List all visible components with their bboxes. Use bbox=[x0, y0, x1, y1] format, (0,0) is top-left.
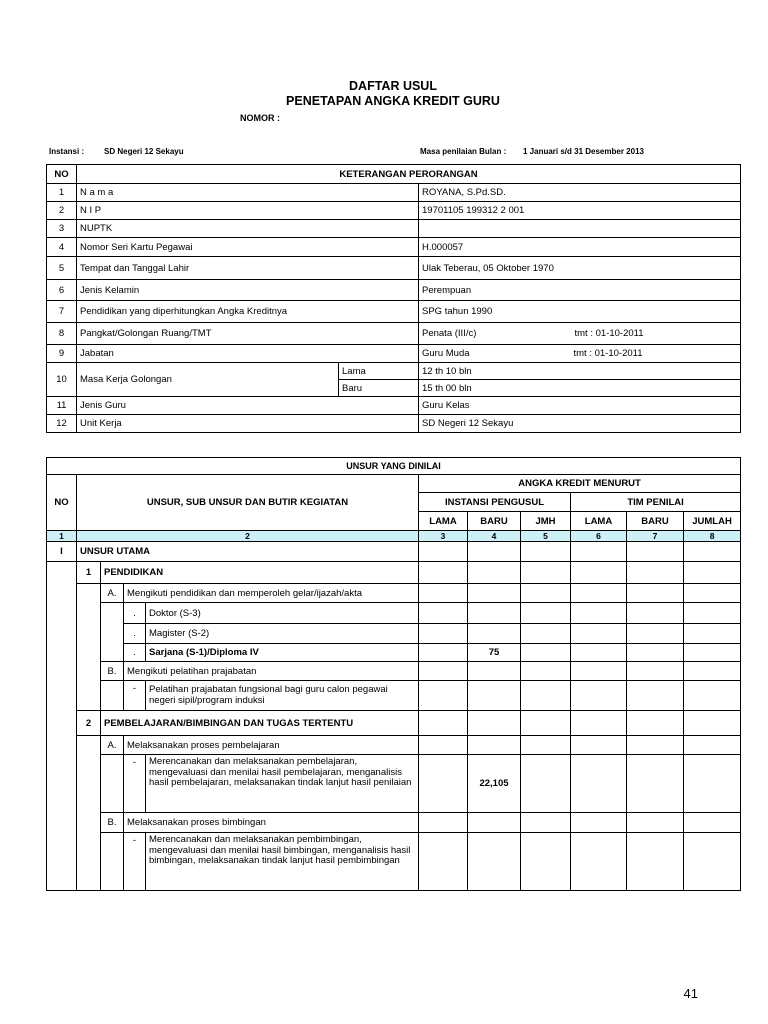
row-value bbox=[419, 323, 741, 345]
row-label: Jenis Kelamin bbox=[77, 280, 419, 301]
instansi-value: SD Negeri 12 Sekayu bbox=[104, 147, 184, 156]
merencanakan-bimbingan-label: Merencanakan dan melaksanakan pembimbingan, mengevaluasi dan menilai hasil bimbingan, menganalisis hasil bimbingan, melaksanakan tindak lanjut hasil pembimbingan bbox=[146, 833, 419, 891]
row-value: Guru Kelas bbox=[419, 397, 741, 415]
personal-col-title: KETERANGAN PERORANGAN bbox=[77, 165, 741, 184]
table-row bbox=[47, 220, 741, 238]
table-row bbox=[47, 624, 741, 644]
table-row bbox=[47, 202, 741, 220]
table-row bbox=[47, 542, 741, 562]
masa-value: 1 Januari s/d 31 Desember 2013 bbox=[523, 147, 644, 156]
row-no: 12 bbox=[47, 415, 77, 433]
instansi-label: Instansi : bbox=[49, 147, 85, 156]
table-row bbox=[47, 184, 741, 202]
table-row bbox=[47, 644, 741, 662]
bullet: . bbox=[124, 644, 146, 662]
row-no: 9 bbox=[47, 345, 77, 363]
sub-col-baru: BARU bbox=[627, 512, 684, 531]
table-row bbox=[47, 681, 741, 711]
row-value: H.000057 bbox=[419, 238, 741, 257]
bullet: - bbox=[124, 833, 146, 891]
row-label: Pendidikan yang diperhitungkan Angka Kreditnya bbox=[77, 301, 419, 323]
b2-letter: B. bbox=[101, 813, 124, 833]
col-num: 1 bbox=[47, 531, 77, 542]
baru-label: Baru bbox=[339, 380, 419, 397]
table-row bbox=[47, 363, 741, 380]
row-label: Nomor Seri Kartu Pegawai bbox=[77, 238, 419, 257]
page-number: 41 bbox=[683, 986, 698, 1001]
table-row bbox=[47, 833, 741, 891]
sub-col-lama: LAMA bbox=[419, 512, 468, 531]
row-value: Ulak Teberau, 05 Oktober 1970 bbox=[419, 257, 741, 280]
sarjana-baru-value: 75 bbox=[468, 644, 521, 662]
table-row bbox=[47, 301, 741, 323]
row-label: Jenis Guru bbox=[77, 397, 419, 415]
assessment-table bbox=[46, 457, 741, 891]
sub-col-lama: LAMA bbox=[571, 512, 627, 531]
table-row bbox=[47, 280, 741, 301]
table-row bbox=[47, 584, 741, 603]
tim-penilai-header: TIM PENILAI bbox=[571, 493, 741, 512]
assessment-col-no: NO bbox=[47, 475, 77, 531]
col-num: 3 bbox=[419, 531, 468, 542]
row-no: 11 bbox=[47, 397, 77, 415]
row-value: SPG tahun 1990 bbox=[419, 301, 741, 323]
row-no: 4 bbox=[47, 238, 77, 257]
row-no: 8 bbox=[47, 323, 77, 345]
table-row bbox=[47, 415, 741, 433]
bullet: . bbox=[124, 624, 146, 644]
row-label: Tempat dan Tanggal Lahir bbox=[77, 257, 419, 280]
col-num: 4 bbox=[468, 531, 521, 542]
b1-label: Mengikuti pelatihan prajabatan bbox=[124, 662, 419, 681]
pelatihan-label: Pelatihan prajabatan fungsional bagi guru calon pegawai negeri sipil/program induksi bbox=[146, 681, 419, 711]
masa-label: Masa penilaian Bulan : bbox=[420, 147, 507, 156]
b2-label: Melaksanakan proses bimbingan bbox=[124, 813, 419, 833]
doc-title: DAFTAR USUL bbox=[349, 79, 437, 93]
table-row bbox=[47, 662, 741, 681]
pangkat-value: Penata (III/c) bbox=[422, 328, 477, 339]
table-row bbox=[47, 562, 741, 584]
sarjana-label: Sarjana (S-1)/Diploma IV bbox=[146, 644, 419, 662]
pangkat-tmt: tmt : 01-10-2011 bbox=[574, 328, 644, 339]
row-no: 2 bbox=[47, 202, 77, 220]
bullet: - bbox=[124, 755, 146, 813]
row-value: 19701105 199312 2 001 bbox=[419, 202, 741, 220]
table-row bbox=[47, 711, 741, 736]
a2-label: Melaksanakan proses pembelajaran bbox=[124, 736, 419, 755]
baru-value: 15 th 00 bln bbox=[419, 380, 741, 397]
col-num: 6 bbox=[571, 531, 627, 542]
doktor-label: Doktor (S-3) bbox=[146, 603, 419, 624]
col-num: 8 bbox=[684, 531, 741, 542]
a2-letter: A. bbox=[101, 736, 124, 755]
col-num: 7 bbox=[627, 531, 684, 542]
unsur-label: UNSUR UTAMA bbox=[77, 542, 419, 562]
col-num: 5 bbox=[521, 531, 571, 542]
doc-subtitle: PENETAPAN ANGKA KREDIT GURU bbox=[286, 94, 500, 108]
row-no: 3 bbox=[47, 220, 77, 238]
table-row bbox=[47, 257, 741, 280]
nomor-label: NOMOR : bbox=[240, 113, 280, 123]
row-no: 1 bbox=[47, 184, 77, 202]
angka-kredit-header: ANGKA KREDIT MENURUT bbox=[419, 475, 741, 493]
table-row bbox=[47, 323, 741, 345]
pendidikan-no: 1 bbox=[77, 562, 101, 584]
a1-label: Mengikuti pendidikan dan memperoleh gelar/ijazah/akta bbox=[124, 584, 419, 603]
col-num: 2 bbox=[77, 531, 419, 542]
row-label: N a m a bbox=[77, 184, 419, 202]
sub-col-baru: BARU bbox=[468, 512, 521, 531]
row-value: ROYANA, S.Pd.SD. bbox=[419, 184, 741, 202]
bullet: . bbox=[124, 603, 146, 624]
row-value bbox=[419, 220, 741, 238]
lama-value: 12 th 10 bln bbox=[419, 363, 741, 380]
row-no: 6 bbox=[47, 280, 77, 301]
pembelajaran-baru-value: 22,105 bbox=[468, 755, 521, 813]
pendidikan-label: PENDIDIKAN bbox=[101, 562, 419, 584]
table-row bbox=[47, 238, 741, 257]
row-label: Unit Kerja bbox=[77, 415, 419, 433]
row-value: SD Negeri 12 Sekayu bbox=[419, 415, 741, 433]
magister-label: Magister (S-2) bbox=[146, 624, 419, 644]
a1-letter: A. bbox=[101, 584, 124, 603]
lama-label: Lama bbox=[339, 363, 419, 380]
row-no: 10 bbox=[47, 363, 77, 397]
column-number-row bbox=[47, 531, 741, 542]
personal-table bbox=[46, 164, 741, 433]
bullet: - bbox=[124, 681, 146, 711]
assessment-title: UNSUR YANG DINILAI bbox=[47, 458, 741, 475]
instansi-pengusul-header: INSTANSI PENGUSUL bbox=[419, 493, 571, 512]
table-row bbox=[47, 345, 741, 363]
table-row bbox=[47, 603, 741, 624]
row-no: 7 bbox=[47, 301, 77, 323]
sub-col-jumlah: JUMLAH bbox=[684, 512, 741, 531]
jabatan-value: Guru Muda bbox=[422, 348, 470, 359]
personal-col-no: NO bbox=[47, 165, 77, 184]
sub-col-jmh: JMH bbox=[521, 512, 571, 531]
pembelajaran-no: 2 bbox=[77, 711, 101, 736]
row-value: Perempuan bbox=[419, 280, 741, 301]
row-label: N I P bbox=[77, 202, 419, 220]
row-value bbox=[419, 345, 741, 363]
row-label: NUPTK bbox=[77, 220, 419, 238]
table-row bbox=[47, 813, 741, 833]
row-label: Masa Kerja Golongan bbox=[77, 363, 339, 397]
jabatan-tmt: tmt : 01-10-2011 bbox=[573, 348, 643, 359]
assessment-col-unsur: UNSUR, SUB UNSUR DAN BUTIR KEGIATAN bbox=[77, 475, 419, 531]
unsur-no: I bbox=[47, 542, 77, 562]
row-label: Pangkat/Golongan Ruang/TMT bbox=[77, 323, 419, 345]
row-label: Jabatan bbox=[77, 345, 419, 363]
table-row bbox=[47, 755, 741, 813]
row-no: 5 bbox=[47, 257, 77, 280]
b1-letter: B. bbox=[101, 662, 124, 681]
merencanakan-pembelajaran-label: Merencanakan dan melaksanakan pembelajaran, mengevaluasi dan menilai hasil pembelajaran, menganalisis hasil pembelajaran, melaksanakan tindak lanjut hasil penilaian bbox=[146, 755, 419, 813]
table-row bbox=[47, 736, 741, 755]
table-row bbox=[47, 397, 741, 415]
pembelajaran-label: PEMBELAJARAN/BIMBINGAN DAN TUGAS TERTENTU bbox=[101, 711, 419, 736]
